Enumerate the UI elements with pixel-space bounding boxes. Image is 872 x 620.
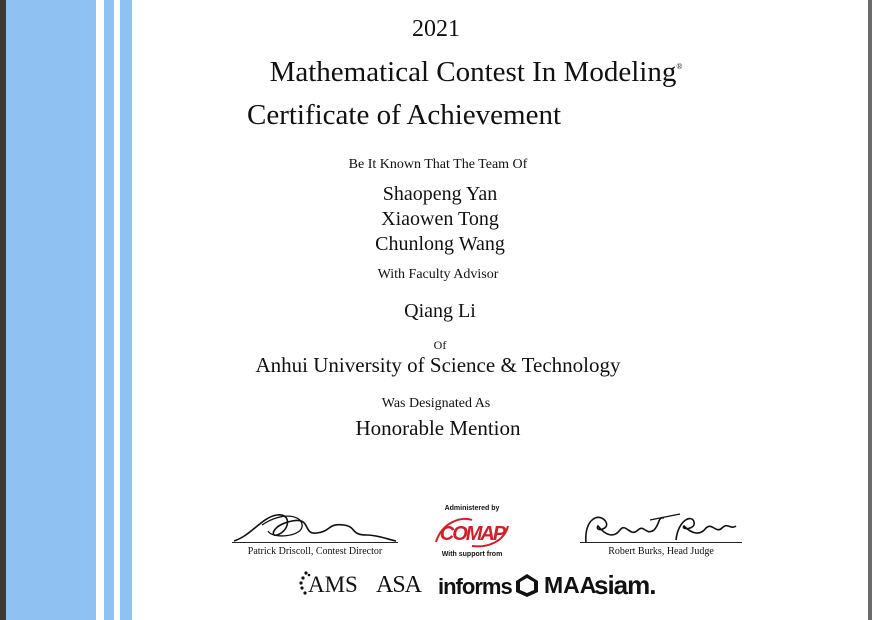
sponsor-logos <box>300 568 670 608</box>
certificate-year: 2021 <box>412 16 460 42</box>
director-caption: Patrick Driscoll, Contest Director <box>247 546 383 557</box>
comap-logo-text: COMAP <box>439 523 505 545</box>
administered-by-label: Administered by <box>444 505 500 512</box>
signature-line-right <box>580 542 742 543</box>
judge-caption: Robert Burks, Head Judge <box>608 546 714 557</box>
comap-logo <box>432 512 512 552</box>
siam-logo: siam. <box>594 570 656 600</box>
informs-logo: informs <box>438 574 512 599</box>
team-member: Chunlong Wang <box>375 233 505 255</box>
director-signature <box>232 505 397 545</box>
institution-name: Anhui University of Science & Technology <box>255 353 621 377</box>
award-designation: Honorable Mention <box>355 416 521 440</box>
advisor-label: With Faculty Advisor <box>377 267 499 282</box>
maa-mark-icon <box>514 572 540 598</box>
ams-logo: AMS <box>308 572 358 597</box>
intro-text: Be It Known That The Team Of <box>348 157 528 172</box>
certificate-subtitle: Certificate of Achievement <box>246 99 562 131</box>
with-support-label: With support from <box>441 551 503 558</box>
team-member: Xiaowen Tong <box>381 208 499 230</box>
contest-title <box>40 56 872 89</box>
advisor-name: Qiang Li <box>404 300 476 322</box>
of-label: Of <box>433 338 447 352</box>
contest-name: Mathematical Contest In Modeling <box>269 56 677 88</box>
registered-mark: ® <box>676 62 683 71</box>
team-member: Shaopeng Yan <box>382 183 498 205</box>
designated-label: Was Designated As <box>381 396 491 411</box>
asa-logo: ASA <box>376 572 422 598</box>
maa-logo: MAA <box>544 572 597 598</box>
signature-line-left <box>232 542 398 543</box>
